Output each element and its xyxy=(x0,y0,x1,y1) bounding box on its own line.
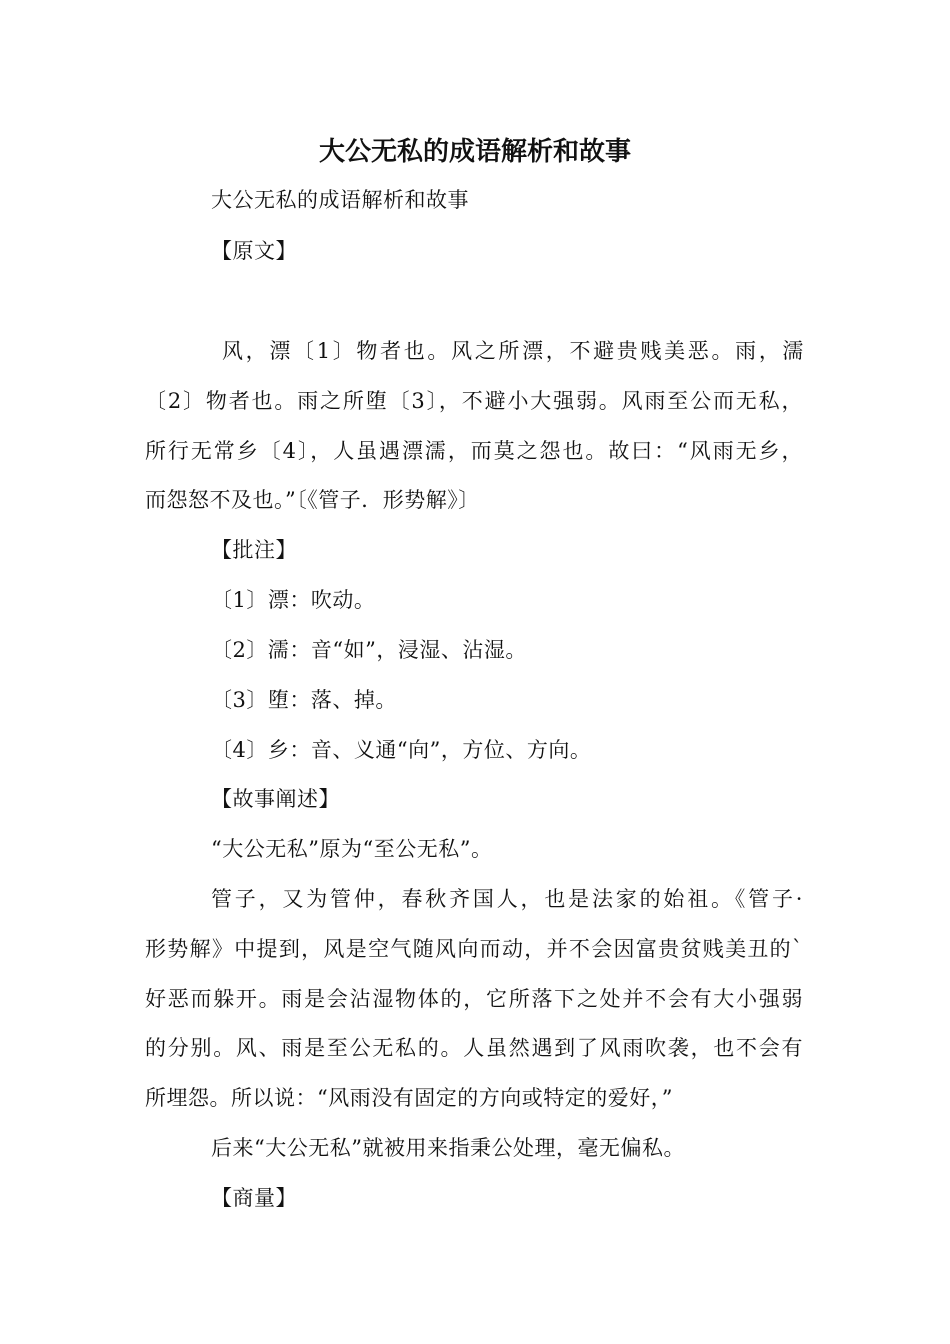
story-line: 管子，又为管仲，春秋齐国人，也是法家的始祖。《管子· xyxy=(211,887,803,911)
story-paragraph: 后来“大公无私”就被用来指秉公处理，毫无偏私。 xyxy=(211,1136,685,1160)
document-title: 大公无私的成语解析和故事 xyxy=(318,137,631,167)
story-paragraph: “大公无私”原为“至公无私”。 xyxy=(211,837,493,861)
note-item: 〔1〕漂：吹动。 xyxy=(211,588,376,612)
original-line: 〔2〕物者也。雨之所堕〔3〕，不避小大强弱。风雨至公而无私， xyxy=(145,389,803,413)
section-heading-notes: 【批注】 xyxy=(211,538,297,562)
note-item: 〔2〕濡：音“如”，浸湿、沾湿。 xyxy=(211,638,527,662)
original-line: 而怨怒不及也。”〔《管子．形势解》〕 xyxy=(145,488,480,512)
original-line: 风，漂〔1〕物者也。风之所漂，不避贵贱美恶。雨，濡 xyxy=(222,339,804,363)
original-line: 所行无常乡〔4〕，人虽遇漂濡，而莫之怨也。故曰：“风雨无乡， xyxy=(145,439,803,463)
subtitle: 大公无私的成语解析和故事 xyxy=(211,188,469,212)
story-line: 的分别。风、雨是至公无私的。人虽然遇到了风雨吹袭，也不会有 xyxy=(145,1036,803,1060)
note-item: 〔4〕乡：音、义通“向”，方位、方向。 xyxy=(211,738,592,762)
story-line: 所埋怨。所以说：“风雨没有固定的方向或特定的爱好，” xyxy=(145,1086,673,1110)
story-line: 好恶而躲开。雨是会沾湿物体的，它所落下之处并不会有大小强弱 xyxy=(145,987,803,1011)
section-heading-original: 【原文】 xyxy=(211,239,297,263)
section-heading-discuss: 【商量】 xyxy=(211,1186,297,1210)
story-line: 形势解》中提到，风是空气随风向而动，并不会因富贵贫贱美丑的` xyxy=(145,937,803,961)
section-heading-story: 【故事阐述】 xyxy=(211,787,340,811)
note-item: 〔3〕堕：落、掉。 xyxy=(211,688,397,712)
